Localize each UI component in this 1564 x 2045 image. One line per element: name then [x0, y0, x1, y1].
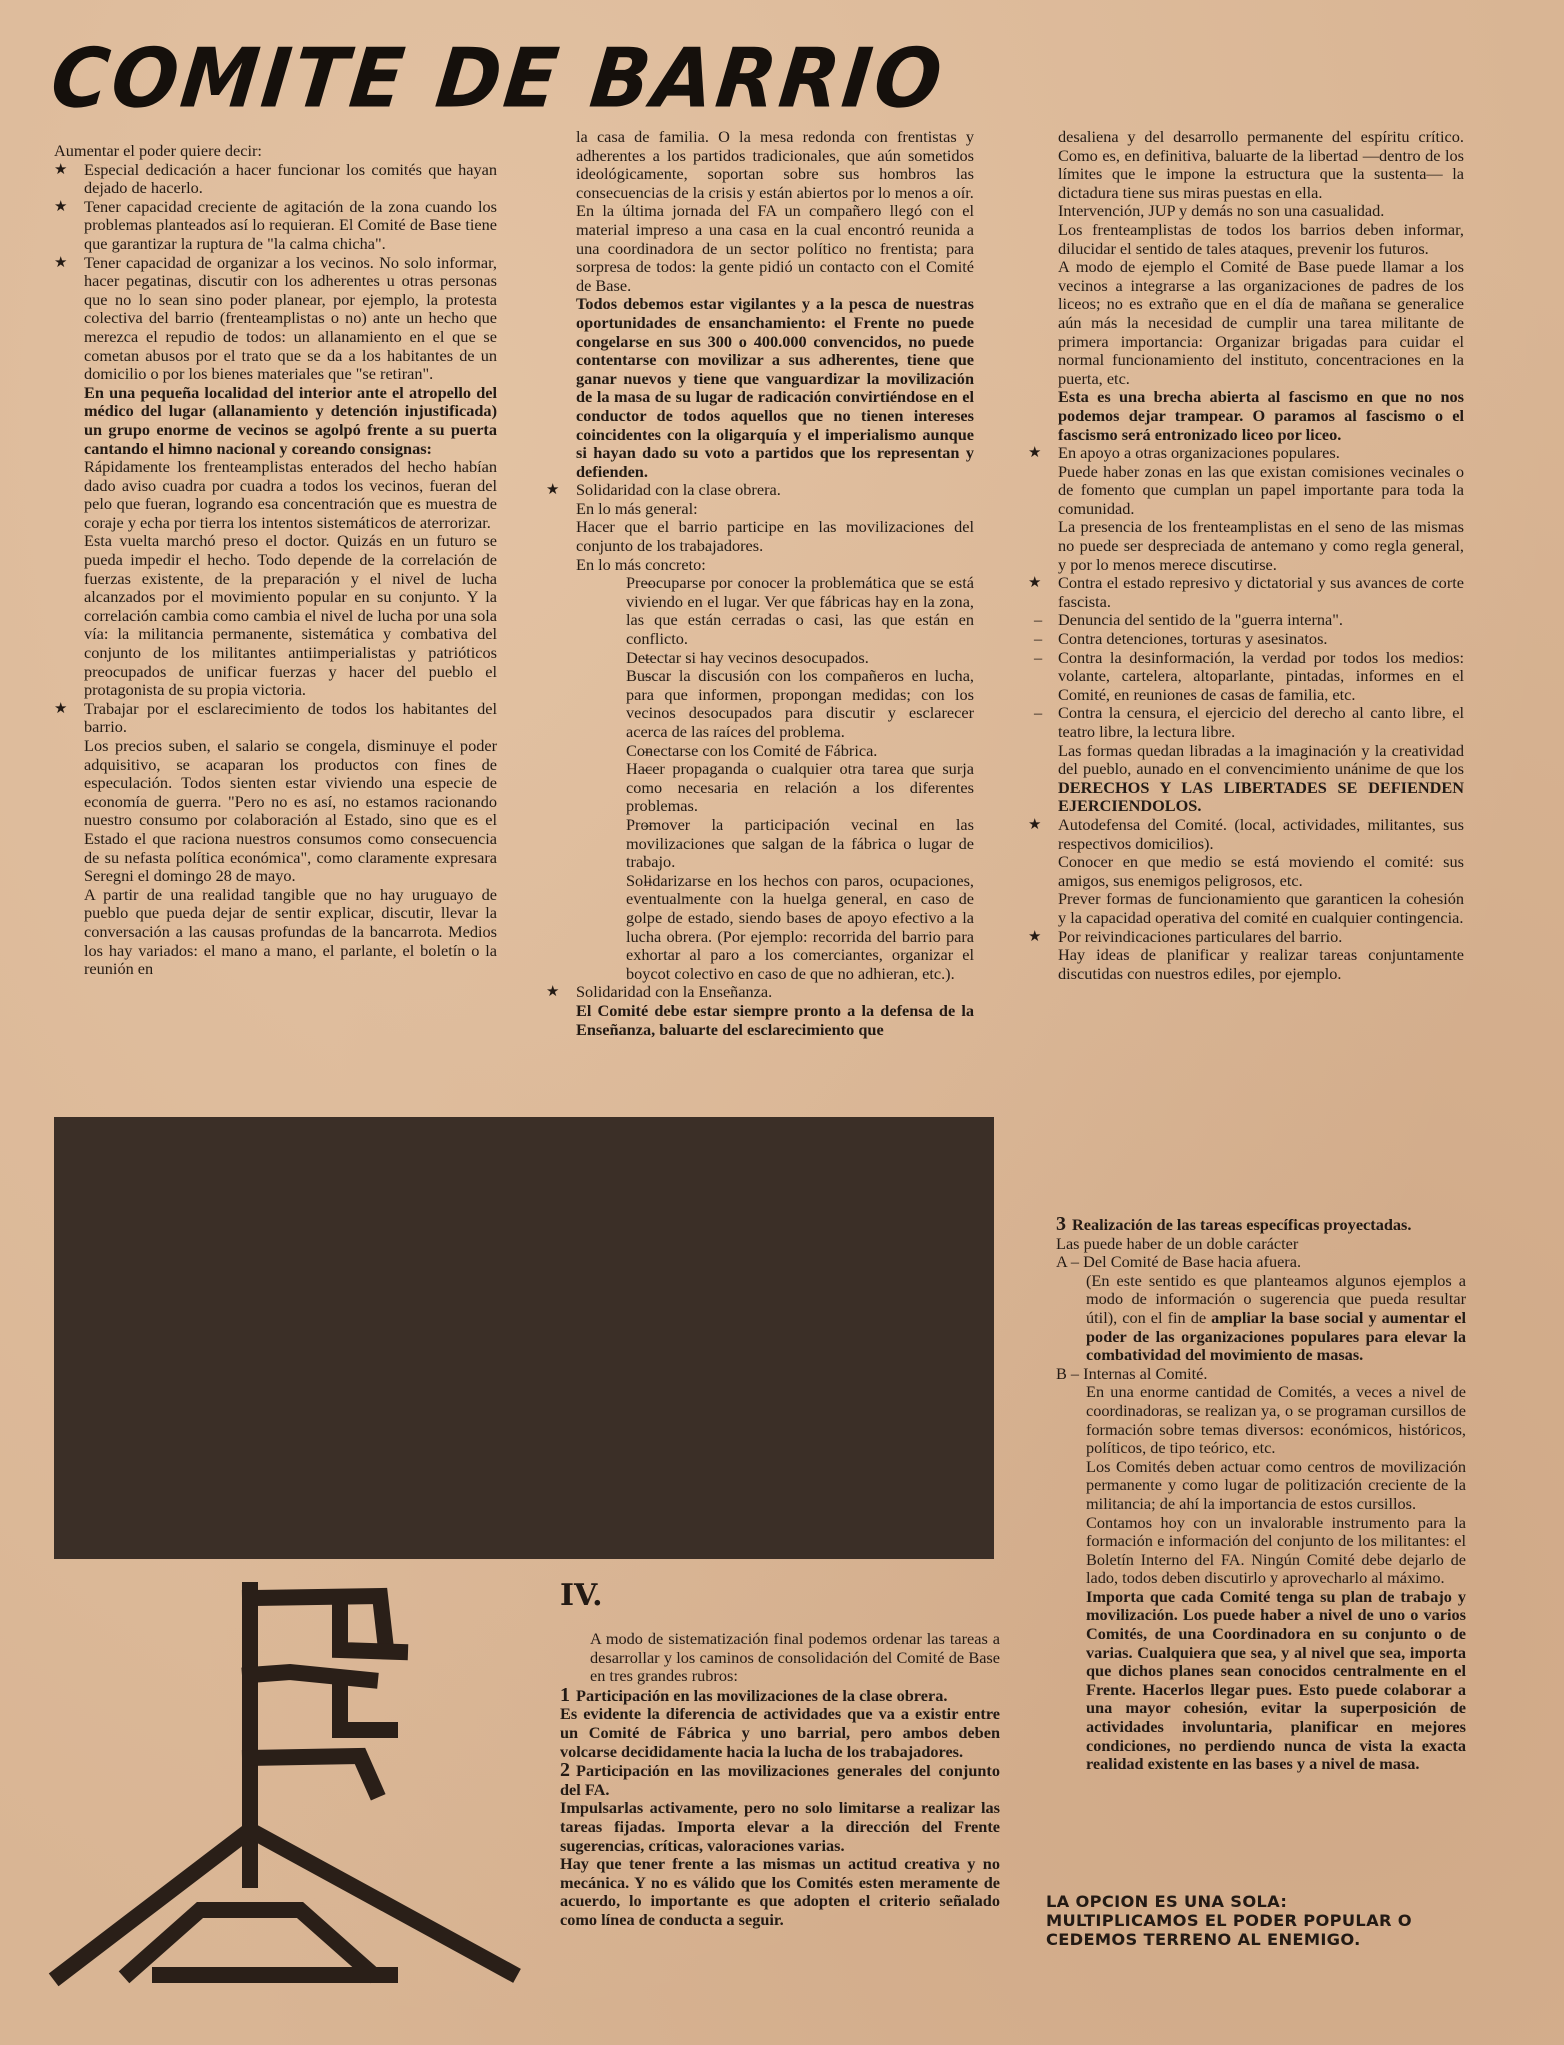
list-item: ★ Solidaridad con la Enseñanza. [546, 983, 974, 1002]
list-item: ★ Tener capacidad creciente de agitación de la zona cuando los problemas planteados así lo requieran. El Comité de Base tiene que garantizar la ruptura de "la calma chicha". [54, 198, 497, 254]
section-iv-heading: IV. [560, 1578, 603, 1613]
list-item: ★ Solidaridad con la clase obrera. [546, 481, 974, 500]
list-item: ★ Tener capacidad de organizar a los vecinos. No solo informar, hacer pegatinas, discutir con los adherentes u otras personas que no lo sean sino poder planear, por ejemplo, la protesta colectiva del barrio (frenteamplistas o no) ante un hecho que merezca el repudio de todos: un allanamiento en el que se cometan abusos por el trato que se da a los habitantes de un domicilio o por los bienes materiales que "se retiran". [54, 254, 497, 384]
list-item: – Contra detenciones, torturas y asesinatos. [1028, 630, 1464, 649]
paragraph-text: (En este sentido es que planteamos algunos ejemplos a modo de información o sugerencia que pueda resultar útil), con el fin de [1086, 1270, 1466, 1327]
paragraph: Conocer en que medio se está moviendo el comité: sus amigos, sus enemigos peligrosos, etc. [1058, 852, 1464, 890]
paragraph: Es evidente la diferencia de actividades que va a existir entre un Comité de Fábrica y uno barrial, pero ambos deben volcarse decididamente hacia la lucha de los trabajadores. [560, 1704, 1000, 1761]
rubro-title: Realización de las tareas específicas proyectadas. [1072, 1215, 1412, 1234]
list-item: ★ Contra el estado represivo y dictatorial y sus avances de corte fascista. [1028, 574, 1464, 611]
paragraph: Puede haber zonas en las que existan comisiones vecinales o de fomento que cumplan un papel importante para toda la comunidad. [1058, 461, 1464, 518]
list-item: – Solidarizarse en los hechos con paros, ocupaciones, eventualmente con la huelga general, en caso de golpe de estado, siendo bases de apoyo efectivo a la lucha obrera. (Por ejemplo: recorrida del barrio para exhortar al paro a los comerciantes, organizar el boycot colectivo en caso de que no adhieran, etc.). [546, 872, 974, 984]
list-item: – Preocuparse por conocer la problemática que se está viviendo en el lugar. Ver que fábricas hay en la zona, las que están cerradas o casi, las que están en conflicto. [546, 574, 974, 648]
paragraph: Contamos hoy con un invalorable instrumento para la formación e información del conjunto de los militantes: el Boletín Interno del FA. Ningún Comité debe dejarlo de lado, todos deben discutirlo y aprovecharlo al máximo. [1086, 1512, 1466, 1588]
paragraph: Hacer que el barrio participe en las movilizaciones del conjunto de los trabajadores. [576, 517, 974, 556]
paragraph: Impulsarlas activamente, pero no solo limitarse a realizar las tareas fijadas. Importa elevar a la dirección del Frente sugerencias, críticas, valoraciones varias. [560, 1798, 1000, 1855]
list-item: – Hacer propaganda o cualquier otra tarea que surja como necesaria en relación a los diferentes problemas. [546, 760, 974, 816]
paragraph: Las puede haber de un doble carácter [1056, 1233, 1299, 1253]
list-item: – Promover la participación vecinal en las movilizaciones que salgan de la fábrica o lugar de trabajo. [546, 816, 974, 872]
paragraph-emphasis: DERECHOS Y LAS LIBERTADES SE DEFIENDEN EJERCIENDOLOS. [1058, 777, 1464, 816]
fa-logo-icon [40, 1580, 540, 1990]
paragraph: La presencia de los frenteamplistas en el seno de las mismas no puede ser despreciada de antemano y como regla general, y por lo menos merece discutirse. [1058, 517, 1464, 574]
intro-text: Aumentar el poder quiere decir: [54, 141, 262, 160]
paragraph: En la última jornada del FA un compañero llegó con el material impreso a una casa en la cual encontró reunida a una coordinadora de un sector político no frentista; para sorpresa de todos: la gente pidió un contacto con el Comité de Base. [576, 201, 974, 295]
subheading-b: B – Internas al Comité. [1056, 1363, 1208, 1383]
paragraph: En una pequeña localidad del interior ante el atropello del médico del lugar (allanamiento y detención injustificada) un grupo enorme de vecinos se agolpó frente a su puerta cantando el himno nacional y coreando consignas: [84, 382, 497, 458]
column-2 [546, 128, 974, 1039]
list-item: – Contra la censura, el ejercicio del derecho al canto libre, el teatro libre, la lectura libre. [1028, 704, 1464, 741]
rubro-3 [1056, 1215, 1466, 1235]
slogan-line: LA OPCION ES UNA SOLA: [1046, 1892, 1288, 1911]
paragraph: Rápidamente los frenteamplistas enterados del hecho habían dado aviso cuadra por cuadra a todos los vecinos, fueran del pelo que fueran, logrando esa concentración que es muestra de coraje y echa por tierra los intentos sistemáticos de aterrorizar. [84, 457, 497, 532]
paragraph: Esta es una brecha abierta al fascismo en que no nos podemos dejar trampear. O paramos al fascismo o el fascismo será entronizado liceo por liceo. [1058, 387, 1464, 444]
paragraph: Hay ideas de planificar y realizar tareas conjuntamente discutidas con nuestros ediles, por ejemplo. [1058, 945, 1464, 983]
crowd-photo [54, 1117, 994, 1559]
paragraph: A partir de una realidad tangible que no hay uruguayo de pueblo que pueda dejar de sentir explicar, discutir, llevar la conversación a las causas profundas de la bancarrota. Medios los hay variados: el mano a mano, el parlante, el boletín o la reunión en [84, 884, 497, 979]
list-item: ★ Autodefensa del Comité. (local, actividades, militantes, sus respectivos domicilios). [1028, 816, 1464, 853]
paragraph: Los frenteamplistas de todos los barrios deben informar, dilucidar el sentido de tales ataques, prevenir los futuros. [1058, 219, 1464, 258]
list-item: ★ Por reivindicaciones particulares del barrio. [1028, 928, 1464, 947]
list-item: – Denuncia del sentido de la "guerra interna". [1028, 611, 1464, 630]
paragraph: Esta vuelta marchó preso el doctor. Quizás en un futuro se pueda impedir el hecho. Todo depende de la correlación de fuerzas existente, de la preparación y el nivel de lucha alcanzados por el movimiento popular en su conjunto. Y la correlación cambia como cambia el nivel de lucha por una sola vía: la militancia permanente, sistemática y combativa del conjunto de los militantes antiimperialistas y patrióticos preocupados de unificar fuerzas y hacer del pueblo el protagonista de su propia victoria. [84, 531, 497, 700]
paragraph: Hay que tener frente a las mismas un actitud creativa y no mecánica. Y no es válido que los Comités esten meramente de acuerdo, lo importante es que adopten el criterio señalado como línea de conducta a seguir. [560, 1854, 1000, 1929]
list-item: – Detectar si hay vecinos desocupados. [546, 649, 974, 668]
paragraph: El Comité debe estar siempre pronto a la defensa de la Enseñanza, baluarte del esclarecimiento que [576, 1000, 974, 1039]
paragraph-emphasis: ampliar la base social y aumentar el poder de las organizaciones populares para elevar la combatividad del movimiento de masas. [1086, 1307, 1466, 1365]
slogan-line: CEDEMOS TERRENO AL ENEMIGO. [1046, 1930, 1361, 1949]
paragraph: En lo más general: [576, 498, 698, 518]
rubro-title: Participación en las movilizaciones de la clase obrera. [576, 1685, 948, 1705]
column-right-lower [1056, 1215, 1466, 1774]
paragraph: A modo de ejemplo el Comité de Base puede llamar a los vecinos a integrarse a las organizaciones de padres de los liceos; no es extraño que en el día de mañana se generalice aún más la necesidad de cumplir una tarea militante de primera importancia: Organizar brigadas para cuidar el normal funcionamiento del instituto, concentraciones en la puerta, etc. [1058, 257, 1464, 388]
list-item: ★ Especial dedicación a hacer funcionar los comités que hayan dejado de hacerlo. [54, 161, 497, 198]
list-item: ★ En apoyo a otras organizaciones populares. [1028, 444, 1464, 463]
paragraph: Prever formas de funcionamiento que garanticen la cohesión y la capacidad operativa del comité en cualquier contingencia. [1058, 889, 1464, 927]
paragraph-text: Las formas quedan libradas a la imaginación y la creatividad del pueblo, aunado en el convencimiento unánime de que los [1058, 740, 1464, 779]
paragraph: la casa de familia. O la mesa redonda con frentistas y adherentes a los partidos tradicionales, que aún sometidos ideológicamente, soportan sobre sus hombros las consecuencias de la crisis y están abiertos por lo menos a oír. [576, 127, 974, 202]
list-item: – Buscar la discusión con los compañeros en lucha, para que informen, propongan medidas; con los vecinos desocupados para discutir y esclarecer acerca de las raíces del problema. [546, 667, 974, 741]
subheading-a: A – Del Comité de Base hacia afuera. [1056, 1252, 1302, 1272]
section-iv-text [560, 1630, 1000, 1930]
slogan-line: MULTIPLICAMOS EL PODER POPULAR O [1046, 1911, 1412, 1930]
column-1 [54, 142, 497, 979]
rubro-title: Participación en las movilizaciones generales del conjunto del FA. [560, 1761, 1000, 1799]
paragraph: Todos debemos estar vigilantes y a la pesca de nuestras oportunidades de ensanchamiento: el Frente no puede congelarse en sus 300 o 400.000 convencidos, no puede contentarse con movilizar a sus adherentes, tiene que ganar nuevos y tiene que vanguardizar la movilización de la masa de su lugar de radicación convirtiéndose en el conductor de todos aquellos que no tienen intereses coincidentes con la oligarquía y el imperialismo aunque si hayan dado su voto a partidos que los representan y defienden. [576, 294, 974, 481]
list-item: ★ Trabajar por el esclarecimiento de todos los habitantes del barrio. [54, 700, 497, 737]
list-item: – Contra la desinformación, la verdad por todos los medios: volante, cartelera, altoparlante, pintadas, informes en el Comité, en reuniones de casas de familia, etc. [1028, 649, 1464, 705]
rubro-number: 3 [1056, 1213, 1066, 1235]
rubro-number: 2 [560, 1759, 570, 1782]
paragraph: desaliena y del desarrollo permanente del espíritu crítico. Como es, en definitiva, baluarte de la libertad —dentro de los límites que le impone la estructura que la sustenta— la dictadura tiene sus miras puestas en ella. [1058, 127, 1464, 202]
paragraph: En lo más concreto: [576, 554, 706, 574]
column-3 [1028, 128, 1464, 983]
paragraph: A modo de sistematización final podemos ordenar las tareas a desarrollar y los caminos de consolidación del Comité de Base en tres grandes rubros: [590, 1629, 1000, 1686]
paragraph: Importa que cada Comité tenga su plan de trabajo y movilización. Los puede haber a nivel de uno o varios Comités, de una Coordinadora en su conjunto o de varias. Cualquiera que sea, y al nivel que sea, importa que dichos planes sean conocidos centralmente en el Frente. Hacerlos llegar pues. Esto puede colaborar a una mayor cohesión, evitar la superposición de actividades involuntaria, planificar en mejores condiciones, no perdiendo nunca de vista la exacta realidad existente en las bases y a nivel de masa. [1086, 1586, 1466, 1774]
rubro-2 [560, 1761, 1000, 1799]
paragraph [1056, 1272, 1466, 1365]
page-title: COMITE DE BARRIO [46, 31, 949, 127]
paragraph: Los precios suben, el salario se congela, disminuye el poder adquisitivo, se acaparan los productos con fines de especulación. Todos sienten estar viviendo una especie de economía de guerra. "Pero no es así, no estamos racionando nuestro consumo por colaboración al Estado, sino que es el Estado el que raciona nuestros consumos como consecuencia de su nefasta política económica", como claramente expresara Seregni el domingo 28 de mayo. [84, 736, 497, 886]
closing-slogan [1046, 1892, 1412, 1949]
paragraph: En una enorme cantidad de Comités, a veces a nivel de coordinadoras, se realizan ya, o se programan cursillos de formación sobre temas diversos: económicos, históricos, políticos, de tipo teórico, etc. [1086, 1382, 1466, 1458]
paragraph [1028, 742, 1464, 816]
paragraph: Los Comités deben actuar como centros de movilización permanente y como lugar de politización creciente de la militancia; de ahí la importancia de estos cursillos. [1086, 1456, 1466, 1513]
rubro-number: 1 [560, 1683, 570, 1706]
rubro-1 [560, 1683, 1000, 1706]
paragraph: Intervención, JUP y demás no son una casualidad. [1058, 201, 1385, 221]
list-item: – Conectarse con los Comité de Fábrica. [546, 742, 974, 761]
